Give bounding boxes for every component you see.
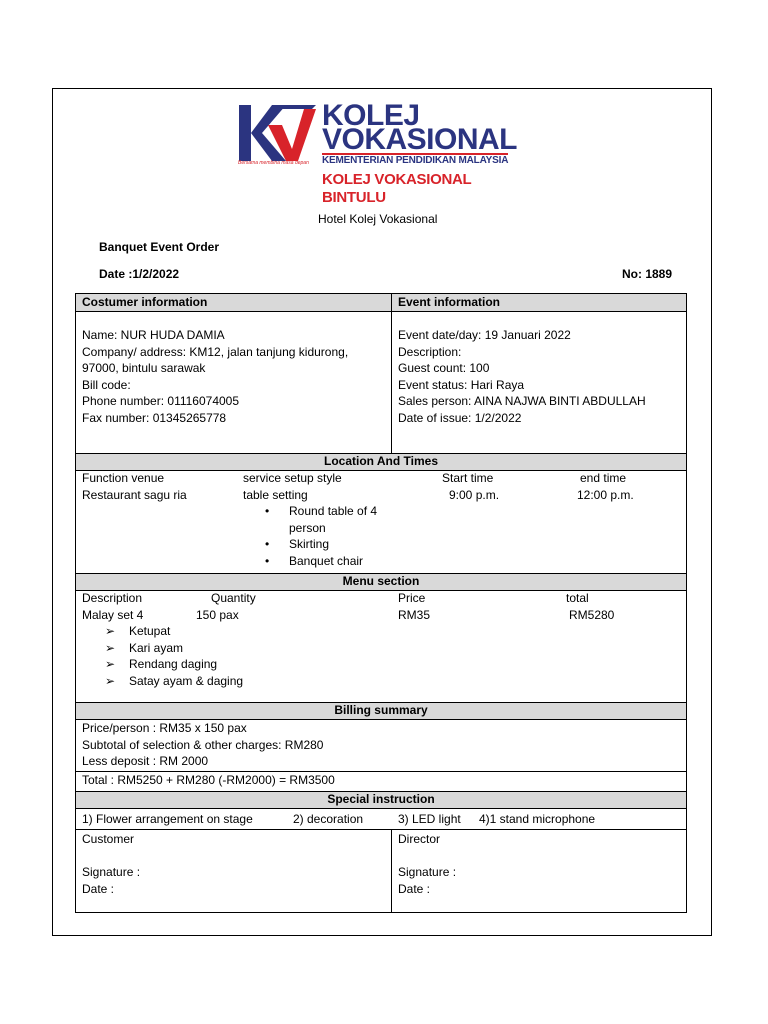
location-col-start: Start time bbox=[442, 471, 494, 485]
menu-col-quantity: Quantity bbox=[211, 591, 256, 605]
menu-col-price: Price bbox=[398, 591, 426, 605]
setup-item: • Round table of 4 bbox=[265, 504, 378, 518]
location-service: table setting bbox=[243, 487, 308, 502]
customer-signature-field: Signature : bbox=[82, 865, 141, 879]
menu-dish: ➢ Rendang daging bbox=[105, 657, 218, 671]
menu-dish-list bbox=[105, 623, 243, 689]
customer-bill-code: Bill code: bbox=[82, 377, 131, 392]
event-sales-person: Sales person: AINA NAJWA BINTI ABDULLAH bbox=[398, 394, 646, 408]
special-item-1: 1) Flower arrangement on stage bbox=[82, 812, 253, 826]
customer-name: Name: NUR HUDA DAMIA bbox=[82, 328, 225, 342]
special-item-4: 4)1 stand microphone bbox=[479, 812, 596, 826]
location-heading: Location And Times bbox=[323, 454, 438, 468]
event-status: Event status: Hari Raya bbox=[398, 377, 525, 392]
event-date: Event date/day: 19 Januari 2022 bbox=[398, 328, 571, 342]
special-heading: Special instruction bbox=[327, 792, 435, 806]
billing-heading: Billing summary bbox=[334, 703, 428, 717]
event-info-heading: Event information bbox=[398, 295, 501, 309]
customer-fax: Fax number: 01345265778 bbox=[82, 410, 227, 425]
customer-date-field: Date : bbox=[82, 881, 115, 896]
arrow-bullet-icon: ➢ bbox=[105, 624, 116, 638]
hotel-name: Hotel Kolej Vokasional bbox=[318, 212, 438, 226]
menu-quantity: 150 pax bbox=[196, 607, 239, 622]
customer-address: Company/ address: KM12, jalan tanjung kidurong, bbox=[82, 344, 349, 359]
billing-price-per-person: Price/person : RM35 x 150 pax bbox=[82, 721, 247, 735]
arrow-bullet-icon: ➢ bbox=[105, 657, 116, 671]
logo-line-bintulu: KOLEJ VOKASIONAL BINTULU bbox=[322, 171, 472, 206]
event-date-of-issue: Date of issue: 1/2/2022 bbox=[398, 410, 522, 425]
billing-deposit: Less deposit : RM 2000 bbox=[82, 754, 209, 768]
customer-address-2: 97000, bintulu sarawak bbox=[82, 361, 206, 375]
logo-tagline: Bersama membina masa depan bbox=[238, 160, 309, 166]
logo-line-kolej: KOLEJ bbox=[322, 99, 420, 132]
location-col-service: service setup style bbox=[243, 471, 342, 485]
event-guest-count: Guest count: 100 bbox=[398, 361, 490, 375]
billing-subtotal: Subtotal of selection & other charges: RM280 bbox=[82, 737, 324, 752]
order-number: No: 1889 bbox=[622, 267, 673, 281]
banquet-order-table bbox=[75, 293, 687, 913]
menu-heading: Menu section bbox=[342, 574, 420, 588]
location-end-time: 12:00 p.m. bbox=[577, 487, 634, 502]
location-col-venue: Function venue bbox=[82, 471, 165, 485]
location-col-end: end time bbox=[580, 471, 627, 485]
setup-item: • Skirting bbox=[265, 537, 330, 551]
billing-total: Total : RM5250 + RM280 (-RM2000) = RM3500 bbox=[82, 773, 335, 787]
location-start-time: 9:00 p.m. bbox=[449, 487, 500, 502]
menu-col-total: total bbox=[566, 591, 589, 605]
customer-phone: Phone number: 01116074005 bbox=[82, 394, 240, 408]
event-description: Description: bbox=[398, 344, 462, 359]
menu-dish: ➢ Satay ayam & daging bbox=[105, 673, 244, 688]
logo-line-vokasional: VOKASIONAL bbox=[322, 123, 518, 156]
menu-dish: ➢ Kari ayam bbox=[105, 640, 184, 655]
menu-col-description: Description bbox=[82, 591, 143, 605]
arrow-bullet-icon: ➢ bbox=[105, 673, 116, 688]
location-venue: Restaurant sagu ria bbox=[82, 487, 187, 502]
menu-dish: ➢ Ketupat bbox=[105, 624, 171, 638]
setup-item: • Banquet chair bbox=[265, 553, 364, 568]
document-title: Banquet Event Order bbox=[99, 240, 220, 254]
menu-total: RM5280 bbox=[569, 607, 615, 622]
director-signature-field: Signature : bbox=[398, 865, 457, 879]
order-date: Date :1/2/2022 bbox=[99, 267, 180, 281]
customer-signature-label: Customer bbox=[82, 832, 135, 846]
customer-info-heading: Costumer information bbox=[82, 295, 208, 309]
director-signature-label: Director bbox=[398, 832, 441, 846]
special-item-3: 3) LED light bbox=[398, 812, 461, 826]
special-item-2: 2) decoration bbox=[293, 812, 364, 826]
setup-list bbox=[265, 503, 377, 569]
kv-logo-mark-icon bbox=[238, 103, 316, 165]
setup-item: person bbox=[289, 520, 326, 535]
director-date-field: Date : bbox=[398, 881, 431, 896]
logo-line-kementerian: KEMENTERIAN PENDIDIKAN MALAYSIA bbox=[322, 155, 509, 166]
menu-item: Malay set 4 bbox=[82, 607, 144, 622]
kolej-vokasional-logo bbox=[238, 99, 528, 206]
menu-price: RM35 bbox=[398, 607, 431, 622]
arrow-bullet-icon: ➢ bbox=[105, 640, 116, 655]
